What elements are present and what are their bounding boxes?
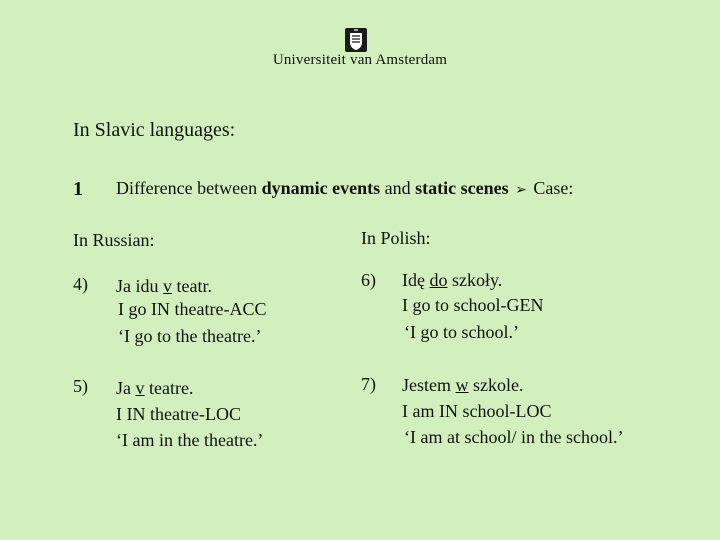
point-text xyxy=(116,178,573,199)
example-line xyxy=(402,270,502,291)
example-text: teatr. xyxy=(172,276,212,296)
polish-column-title: In Polish: xyxy=(361,228,431,248)
example-text: Ja xyxy=(116,378,136,398)
point-text-part: Difference between xyxy=(116,178,262,198)
example-preposition: w xyxy=(455,375,469,395)
point-dynamic: dynamic xyxy=(261,178,328,198)
example-text: teatre. xyxy=(144,378,194,398)
example-translation: ‘I go to school.’ xyxy=(404,322,519,342)
point-events: events xyxy=(327,178,381,198)
arrow-right-icon: ➢ xyxy=(515,182,527,198)
example-text: szkole. xyxy=(468,375,524,395)
example-text: Idę xyxy=(402,270,430,290)
example-gloss: I go IN theatre-ACC xyxy=(118,299,267,319)
uva-crest-icon xyxy=(345,28,367,52)
point-case: Case: xyxy=(528,178,574,198)
point-static-scenes: static scenes xyxy=(415,178,509,198)
example-preposition: v xyxy=(135,378,145,398)
example-number: 4) xyxy=(73,274,88,294)
russian-column-title: In Russian: xyxy=(73,230,155,250)
slide-heading: In Slavic languages: xyxy=(73,119,236,141)
example-translation: ‘I am in the theatre.’ xyxy=(116,430,264,450)
example-gloss: I am IN school-LOC xyxy=(402,401,552,421)
example-line xyxy=(402,375,523,396)
point-number: 1 xyxy=(73,178,83,200)
example-gloss: I IN theatre-LOC xyxy=(116,404,241,424)
example-number: 7) xyxy=(361,374,376,394)
example-translation: ‘I go to the theatre.’ xyxy=(118,326,262,346)
example-translation: ‘I am at school/ in the school.’ xyxy=(404,427,624,447)
university-name: Universiteit van Amsterdam xyxy=(272,52,448,68)
example-number: 6) xyxy=(361,270,376,290)
point-and: and xyxy=(380,178,416,198)
example-text: Jestem xyxy=(402,375,456,395)
example-number: 5) xyxy=(73,376,88,396)
example-preposition: do xyxy=(429,270,448,290)
example-text: szkoły. xyxy=(447,270,503,290)
example-line xyxy=(116,276,212,297)
example-line xyxy=(116,378,193,399)
example-text: Ja idu xyxy=(116,276,163,296)
example-gloss: I go to school-GEN xyxy=(402,295,544,315)
example-preposition: v xyxy=(163,276,172,296)
